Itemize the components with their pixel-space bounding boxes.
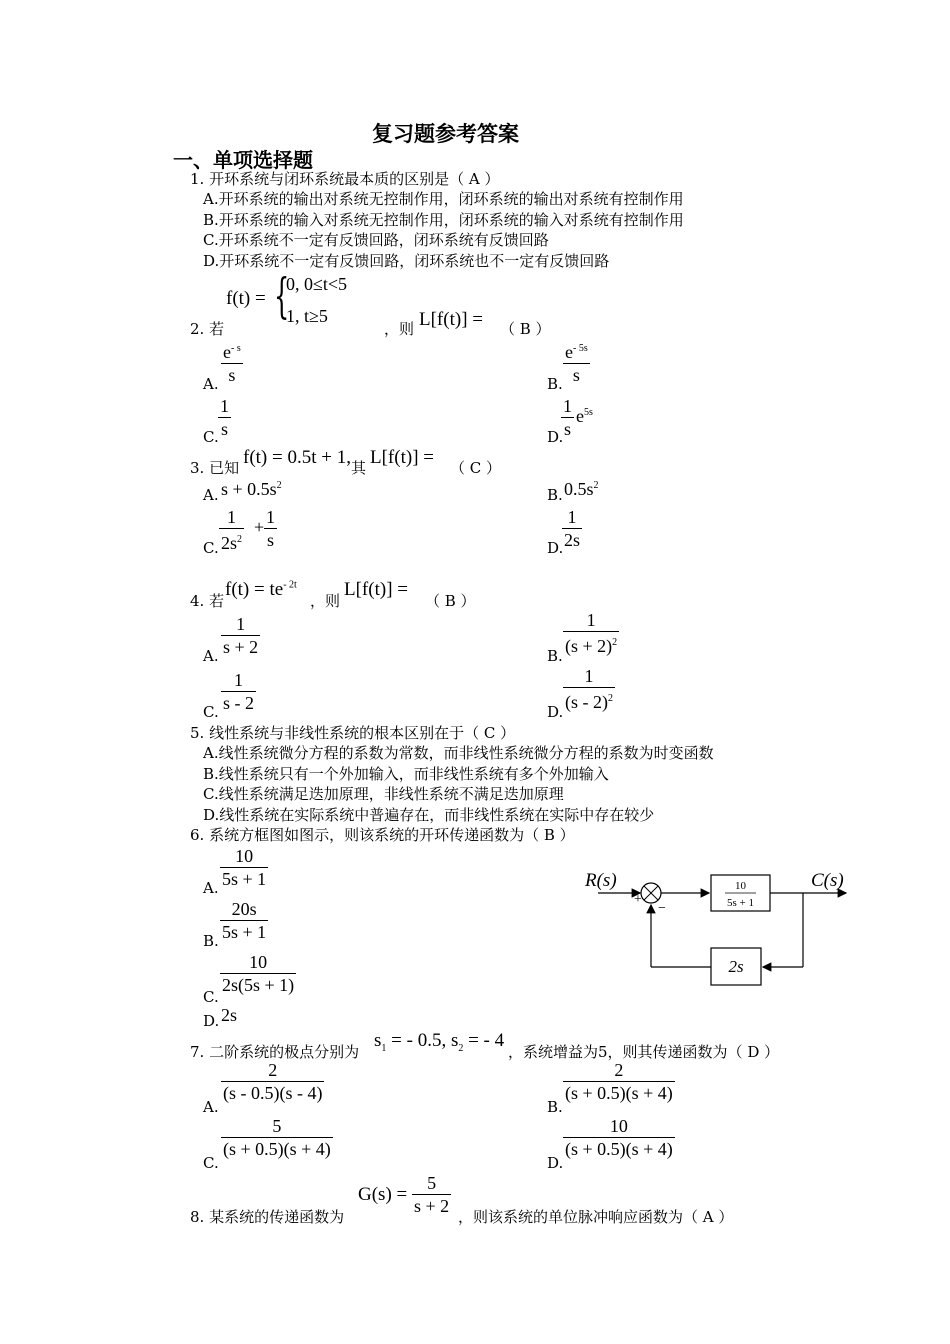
q7-p2val: = - 4: [463, 1030, 505, 1051]
question-1: 1. 开环系统与闭环系统最本质的区别是（ A ）: [190, 170, 500, 188]
block-diagram: [580, 862, 860, 992]
q3b-sup: 2: [593, 480, 599, 491]
q2-case1: 0, 0≤t<5: [286, 274, 348, 294]
q3-mid: 其: [351, 459, 367, 477]
q3c-den2: s: [266, 530, 274, 550]
q4-ft-text: f(t) = te: [225, 579, 284, 600]
q2a-numsup: - s: [231, 343, 241, 354]
q4c-num: 1: [234, 670, 243, 690]
q6a-num: 10: [235, 846, 254, 866]
q3-prefix: 3. 已知: [190, 459, 240, 477]
q2-answer: （ B ）: [500, 320, 551, 338]
q3-option-b-expr: [564, 479, 599, 500]
q2-option-c-fraction: [218, 395, 231, 440]
q3-option-c-fraction-2: [264, 506, 277, 551]
q2-prefix: 2. 若: [190, 320, 225, 338]
q2-brace: {: [274, 268, 290, 324]
q7-option-c-label: C.: [203, 1154, 219, 1172]
q2c-num: 1: [220, 396, 229, 416]
q6-option-b-label: B.: [203, 932, 219, 950]
q1-option-a: A.开环系统的输出对系统无控制作用，闭环系统的输出对系统有控制作用: [203, 190, 684, 208]
section-heading: 一、单项选择题: [173, 148, 313, 172]
q7a-num: 2: [268, 1060, 278, 1080]
q7a-den: (s - 0.5)(s - 4): [223, 1083, 323, 1103]
q3d-num: 1: [567, 507, 577, 527]
q7-p1val: = - 0.5, s: [386, 1030, 459, 1051]
q6-option-d-expr: 2s: [221, 1005, 238, 1025]
q1-option-d: D.开环系统不一定有反馈回路，闭环系统也不一定有反馈回路: [203, 252, 610, 270]
q4-prefix: 4. 若: [190, 592, 225, 610]
q2-option-d-tail: [576, 406, 593, 427]
q3d-den: 2s: [564, 530, 581, 550]
q2b-num: e: [565, 342, 573, 362]
plus-sign: +: [634, 892, 642, 907]
q6-option-c-label: C.: [203, 988, 219, 1006]
q1-option-b: B.开环系统的输入对系统无控制作用，闭环系统的输入对系统有控制作用: [203, 211, 684, 229]
q7-suffix: ，系统增益为5，则其传递函数为（ D ）: [508, 1043, 780, 1061]
q2d-tail: e: [576, 406, 584, 426]
q6-option-d-label: D.: [203, 1012, 220, 1030]
q2b-den: s: [572, 365, 580, 385]
q3c-den1sup: 2: [237, 534, 243, 545]
q5-option-a: A.线性系统微分方程的系数为常数，而非线性系统微分方程的系数为时变函数: [203, 744, 714, 762]
q7-option-d-fraction: [563, 1115, 675, 1160]
q7-s1: s: [374, 1030, 382, 1051]
q2d-num: 1: [563, 396, 572, 416]
q3c-den1: 2s: [221, 533, 238, 553]
diagram-input-label: R(s): [585, 870, 617, 891]
q3a-sup: 2: [276, 480, 282, 491]
q7-p1sub: 1: [381, 1042, 387, 1054]
question-5: 5. 线性系统与非线性系统的根本区别在于（ C ）: [190, 724, 516, 742]
q4-laplace: L[f(t)] =: [344, 579, 408, 600]
q3c-num1: 1: [227, 507, 236, 527]
q5-option-c: C.线性系统满足迭加原理，非线性系统不满足迭加原理: [203, 785, 564, 803]
q7-option-a-fraction: [221, 1059, 324, 1104]
q3-option-c-plus: +: [254, 517, 265, 537]
q2d-tailsup: 5s: [584, 407, 593, 418]
q3-option-a-label: A.: [203, 486, 219, 504]
q8-den: s + 2: [414, 1196, 450, 1216]
q6b-den: 5s + 1: [222, 922, 267, 942]
q3a-expr: s + 0.5s: [221, 479, 277, 499]
q7-prefix: 7. 二阶系统的极点分别为: [190, 1043, 360, 1061]
diagram-output-label: C(s): [811, 870, 844, 891]
q3-option-b-label: B.: [547, 486, 563, 504]
q7b-den: (s + 0.5)(s + 4): [565, 1083, 673, 1103]
q4-option-c-label: C.: [203, 703, 219, 721]
q4b-den: (s + 2): [565, 636, 613, 656]
q3-answer: （ C ）: [450, 459, 502, 477]
q6-option-c-fraction: [220, 951, 296, 996]
q7-option-b-label: B.: [547, 1098, 563, 1116]
question-6: 6. 系统方框图如图示，则该系统的开环传递函数为（ B ）: [190, 826, 575, 844]
q4-option-a-label: A.: [203, 647, 219, 665]
q2-ft: f(t) =: [226, 288, 266, 309]
q7d-den: (s + 0.5)(s + 4): [565, 1139, 673, 1159]
q3-option-d-label: D.: [547, 539, 564, 557]
forward-num: 10: [735, 880, 746, 892]
q4c-den: s - 2: [223, 693, 254, 713]
q4-answer: （ B ）: [425, 592, 476, 610]
q3-option-c-label: C.: [203, 539, 219, 557]
q8-gs: G(s) =: [358, 1184, 408, 1205]
q3-option-a-expr: [221, 479, 282, 500]
q1-option-c: C.开环系统不一定有反馈回路，闭环系统有反馈回路: [203, 231, 549, 249]
q2-option-a-label: A.: [203, 375, 219, 393]
q8-num: 5: [427, 1173, 437, 1193]
q5-option-b: B.线性系统只有一个外加输入，而非线性系统有多个外加输入: [203, 765, 609, 783]
q2-laplace: L[f(t)] =: [419, 309, 483, 330]
q4b-num: 1: [586, 610, 596, 630]
q3-option-d-fraction: [562, 506, 582, 551]
q4a-den: s + 2: [223, 637, 259, 657]
q2-case2: 1, t≥5: [286, 306, 328, 326]
q4-option-b-label: B.: [547, 647, 563, 665]
q8-suffix: ，则该系统的单位脉冲响应函数为（ A ）: [458, 1208, 734, 1226]
q4-option-d-label: D.: [547, 703, 564, 721]
q3-ft: f(t) = 0.5t + 1,: [243, 447, 351, 468]
q2b-numsup: - 5s: [573, 343, 588, 354]
q7-poles: [374, 1030, 504, 1054]
q7-option-d-label: D.: [547, 1154, 564, 1172]
q6-option-a-fraction: [220, 845, 268, 890]
q6-option-b-fraction: [220, 898, 268, 943]
q7d-num: 10: [609, 1116, 628, 1136]
q2c-den: s: [220, 419, 228, 439]
q2-option-d-fraction: [561, 395, 574, 440]
q6-option-a-label: A.: [203, 879, 219, 897]
q2-option-b-label: B.: [547, 375, 563, 393]
q4-ft: [225, 579, 297, 601]
q4b-densup: 2: [612, 637, 618, 648]
q4d-num: 1: [584, 666, 594, 686]
page-title: 复习题参考答案: [372, 121, 519, 146]
q3b-expr: 0.5s: [564, 479, 594, 499]
q6b-num: 20s: [231, 899, 257, 919]
q8-fraction: [412, 1172, 451, 1217]
q4-option-a-fraction: [221, 613, 260, 658]
q4a-num: 1: [236, 614, 246, 634]
q7c-den: (s + 0.5)(s + 4): [223, 1139, 331, 1159]
q5-option-d: D.线性系统在实际系统中普遍存在，而非线性系统在实际中存在较少: [203, 806, 655, 824]
q2d-den: s: [563, 419, 571, 439]
q6a-den: 5s + 1: [222, 869, 267, 889]
q7-option-b-fraction: [563, 1059, 675, 1104]
minus-sign: −: [658, 901, 666, 916]
q8-prefix: 8. 某系统的传递函数为: [190, 1208, 345, 1226]
q4-ft-sup: - 2t: [283, 579, 297, 591]
q2a-num: e: [223, 342, 231, 362]
forward-den: 5s + 1: [727, 897, 754, 909]
q2-option-b-fraction: [563, 338, 590, 386]
q2-option-a-fraction: [221, 338, 243, 386]
q3c-num2: 1: [266, 507, 275, 527]
q2-option-d-label: D.: [547, 428, 564, 446]
q4d-densup: 2: [608, 693, 613, 704]
q4-option-b-fraction: [563, 609, 619, 657]
q4-option-d-fraction: [563, 665, 615, 713]
q4-option-c-fraction: [221, 669, 256, 714]
q4-mid: ，则: [310, 592, 341, 610]
q2-mid: ，则: [384, 320, 415, 338]
q7-option-c-fraction: [221, 1115, 333, 1160]
q3-option-c-fraction-1: [219, 506, 244, 554]
q7b-num: 2: [614, 1060, 624, 1080]
q2-option-c-label: C.: [203, 428, 219, 446]
q7-option-a-label: A.: [203, 1098, 219, 1116]
q2a-den: s: [228, 365, 236, 385]
q7c-num: 5: [272, 1116, 282, 1136]
q4d-den: (s - 2): [565, 692, 608, 712]
feedback-label: 2s: [728, 957, 744, 976]
q6c-den: 2s(5s + 1): [222, 975, 295, 995]
q3-laplace: L[f(t)] =: [370, 447, 434, 468]
q6c-num: 10: [249, 952, 268, 972]
q7-p2sub: 2: [458, 1042, 464, 1054]
